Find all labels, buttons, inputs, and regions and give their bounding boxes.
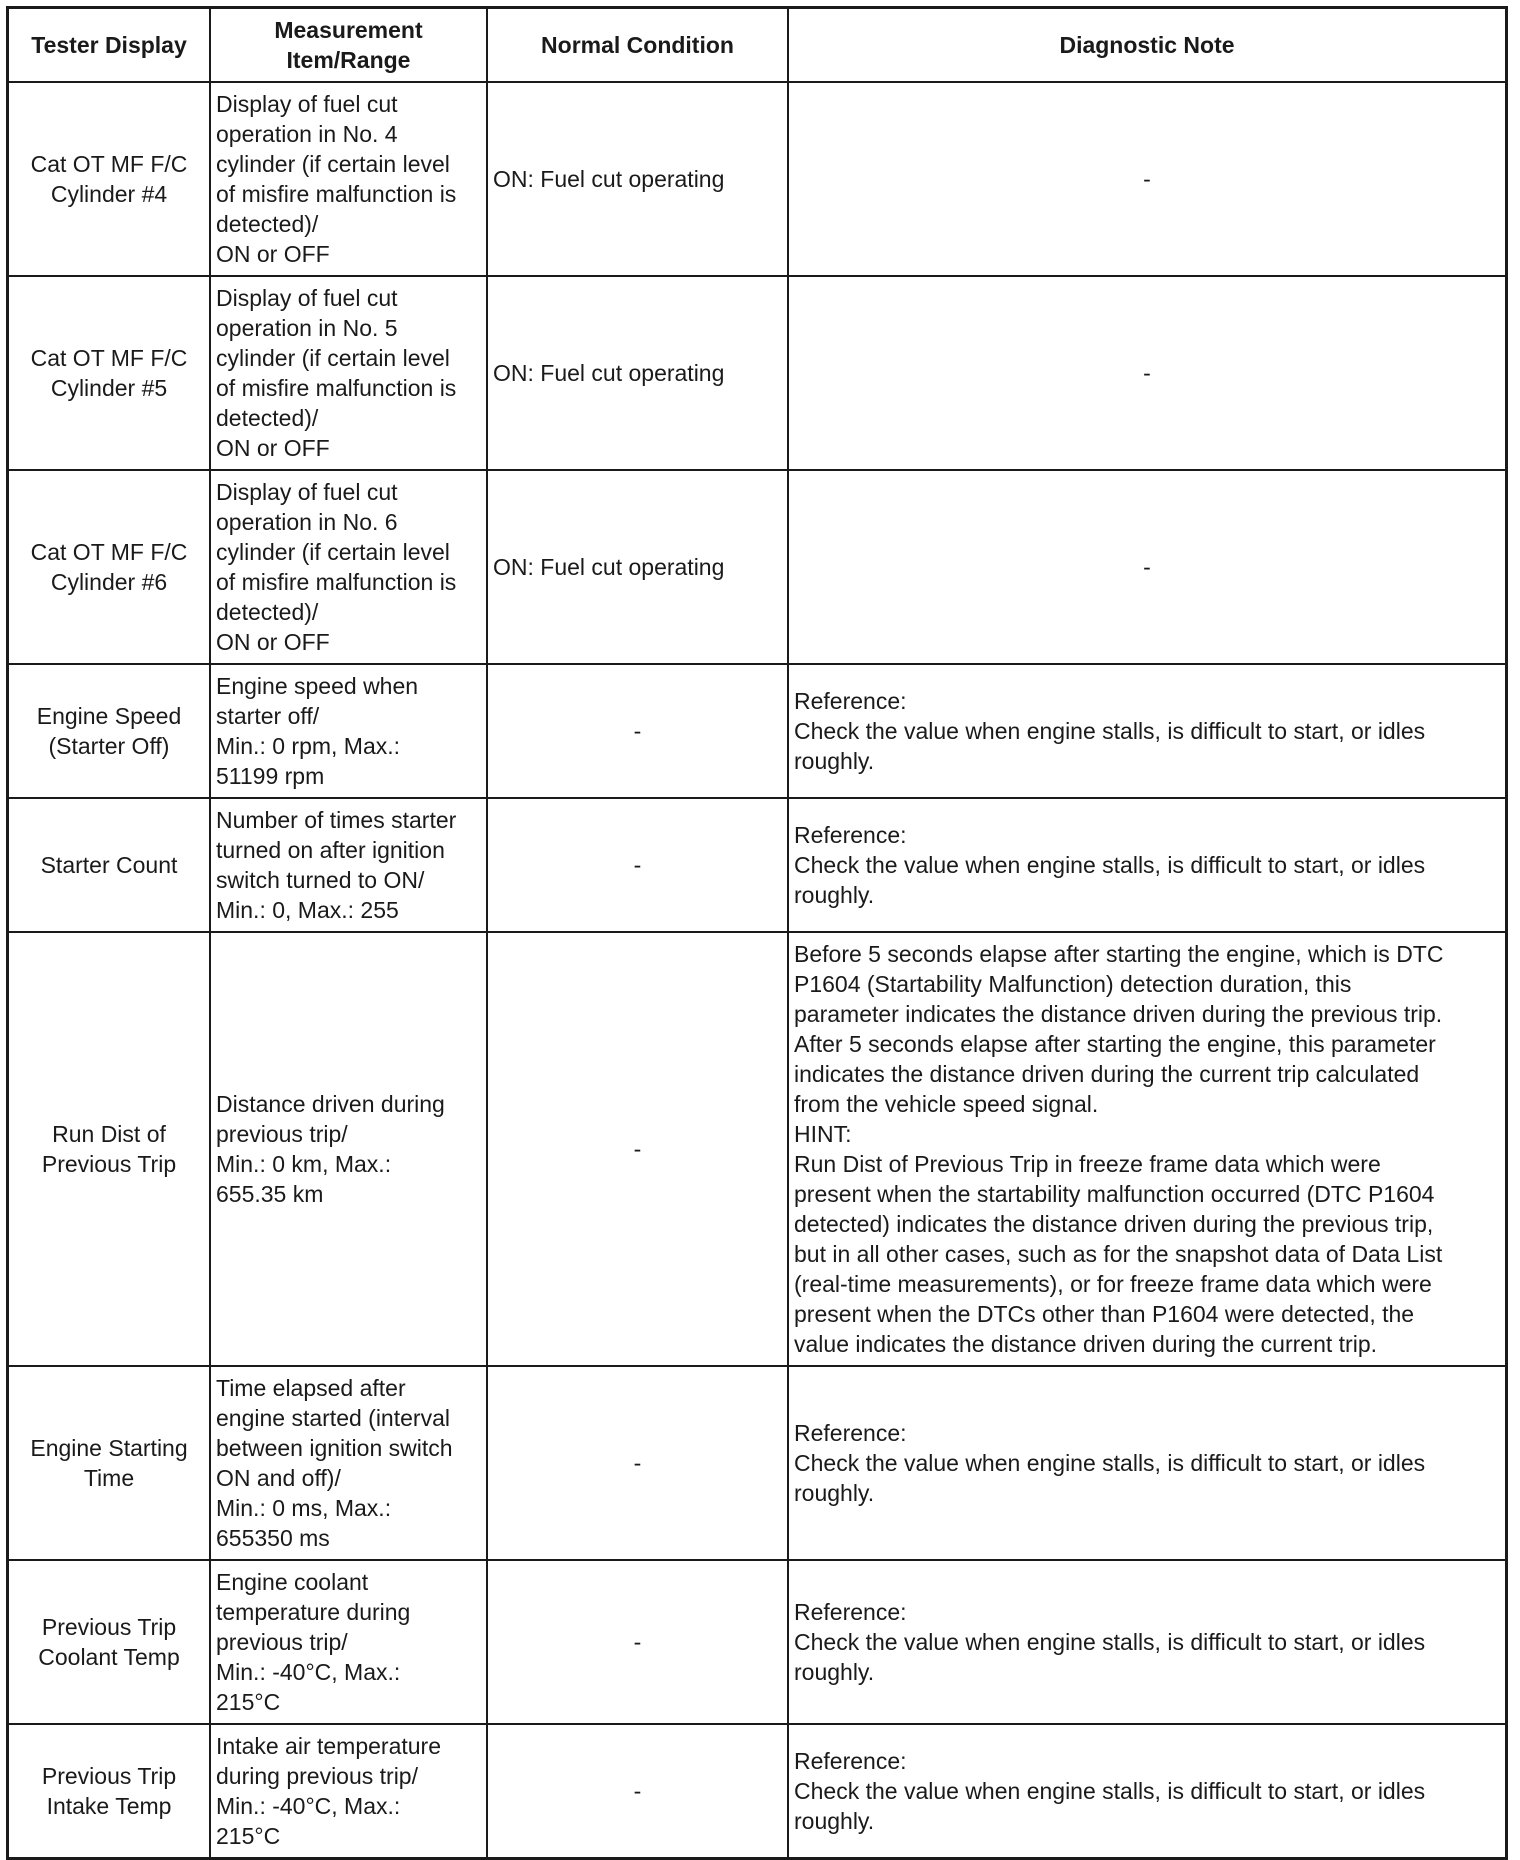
measurement-cell: Engine speed when starter off/ Min.: 0 rpm, Max.: 51199 rpm <box>209 665 486 797</box>
header-diagnostic-note: Diagnostic Note <box>787 9 1505 81</box>
table-row <box>9 1365 1505 1559</box>
table-row <box>9 1559 1505 1723</box>
measurement-cell: Time elapsed after engine started (interval between ignition switch ON and off)/ Min.: 0 ms, Max.: 655350 ms <box>209 1367 486 1559</box>
normal-condition-cell: - <box>486 933 787 1365</box>
measurement-cell: Distance driven during previous trip/ Min.: 0 km, Max.: 655.35 km <box>209 933 486 1365</box>
table-row <box>9 81 1505 275</box>
measurement-cell: Engine coolant temperature during previous trip/ Min.: -40°C, Max.: 215°C <box>209 1561 486 1723</box>
table-header-row <box>9 9 1505 81</box>
normal-condition-cell: - <box>486 1561 787 1723</box>
table-row <box>9 931 1505 1365</box>
data-list-table <box>6 6 1508 1860</box>
measurement-cell: Number of times starter turned on after ignition switch turned to ON/ Min.: 0, Max.: 255 <box>209 799 486 931</box>
tester-display-cell: Cat OT MF F/C Cylinder #5 <box>30 345 188 401</box>
tester-display-cell: Engine Starting Time <box>30 1435 188 1491</box>
table-row <box>9 797 1505 931</box>
measurement-cell: Display of fuel cut operation in No. 5 cylinder (if certain level of misfire malfunction is detected)/ ON or OFF <box>209 277 486 469</box>
header-tester-display: Tester Display <box>31 32 187 58</box>
table-row <box>9 469 1505 663</box>
table-row <box>9 663 1505 797</box>
normal-condition-cell: - <box>486 1725 787 1857</box>
normal-condition-cell: - <box>486 665 787 797</box>
diagnostic-note-cell: - <box>787 83 1505 275</box>
diagnostic-note-cell: - <box>787 471 1505 663</box>
header-normal-condition: Normal Condition <box>486 9 787 81</box>
diagnostic-note-cell: Reference: Check the value when engine stalls, is difficult to start, or idles roughly. <box>787 1561 1505 1723</box>
diagnostic-note-cell: Reference: Check the value when engine stalls, is difficult to start, or idles roughly. <box>787 1367 1505 1559</box>
normal-condition-cell: - <box>486 799 787 931</box>
header-measurement: Measurement Item/Range <box>209 9 486 81</box>
tester-display-cell: Run Dist of Previous Trip <box>41 1121 177 1177</box>
normal-condition-cell: ON: Fuel cut operating <box>486 471 787 663</box>
measurement-cell: Intake air temperature during previous trip/ Min.: -40°C, Max.: 215°C <box>209 1725 486 1857</box>
diagnostic-note-cell: - <box>787 277 1505 469</box>
measurement-cell: Display of fuel cut operation in No. 4 cylinder (if certain level of misfire malfunction is detected)/ ON or OFF <box>209 83 486 275</box>
tester-display-cell: Cat OT MF F/C Cylinder #6 <box>30 539 188 595</box>
tester-display-cell: Cat OT MF F/C Cylinder #4 <box>30 151 188 207</box>
tester-display-cell: Previous Trip Intake Temp <box>41 1763 177 1819</box>
diagnostic-note-cell: Reference: Check the value when engine stalls, is difficult to start, or idles roughly. <box>787 665 1505 797</box>
diagnostic-note-cell: Reference: Check the value when engine stalls, is difficult to start, or idles roughly. <box>787 1725 1505 1857</box>
diagnostic-note-cell: Before 5 seconds elapse after starting the engine, which is DTC P1604 (Startability Malfunction) detection duration, this parameter indicates the distance driven during the previous trip. After 5 seconds elapse after starting the engine, this parameter indicates the distance driven during the current trip calculated from the vehicle speed signal. HINT: Run Dist of Previous Trip in freeze frame data which were present when the startability malfunction occurred (DTC P1604 detected) indicates the distance driven during the previous trip, but in all other cases, such as for the snapshot data of Data List (real-time measurements), or for freeze frame data which were present when the DTCs other than P1604 were detected, the value indicates the distance driven during the current trip. <box>787 933 1505 1365</box>
table-row <box>9 1723 1505 1857</box>
tester-display-cell: Starter Count <box>40 852 178 878</box>
normal-condition-cell: ON: Fuel cut operating <box>486 277 787 469</box>
tester-display-cell: Previous Trip Coolant Temp <box>38 1614 180 1670</box>
table-row <box>9 275 1505 469</box>
measurement-cell: Display of fuel cut operation in No. 6 cylinder (if certain level of misfire malfunction is detected)/ ON or OFF <box>209 471 486 663</box>
normal-condition-cell: - <box>486 1367 787 1559</box>
tester-display-cell: Engine Speed (Starter Off) <box>36 703 182 759</box>
normal-condition-cell: ON: Fuel cut operating <box>486 83 787 275</box>
diagnostic-note-cell: Reference: Check the value when engine stalls, is difficult to start, or idles roughly. <box>787 799 1505 931</box>
